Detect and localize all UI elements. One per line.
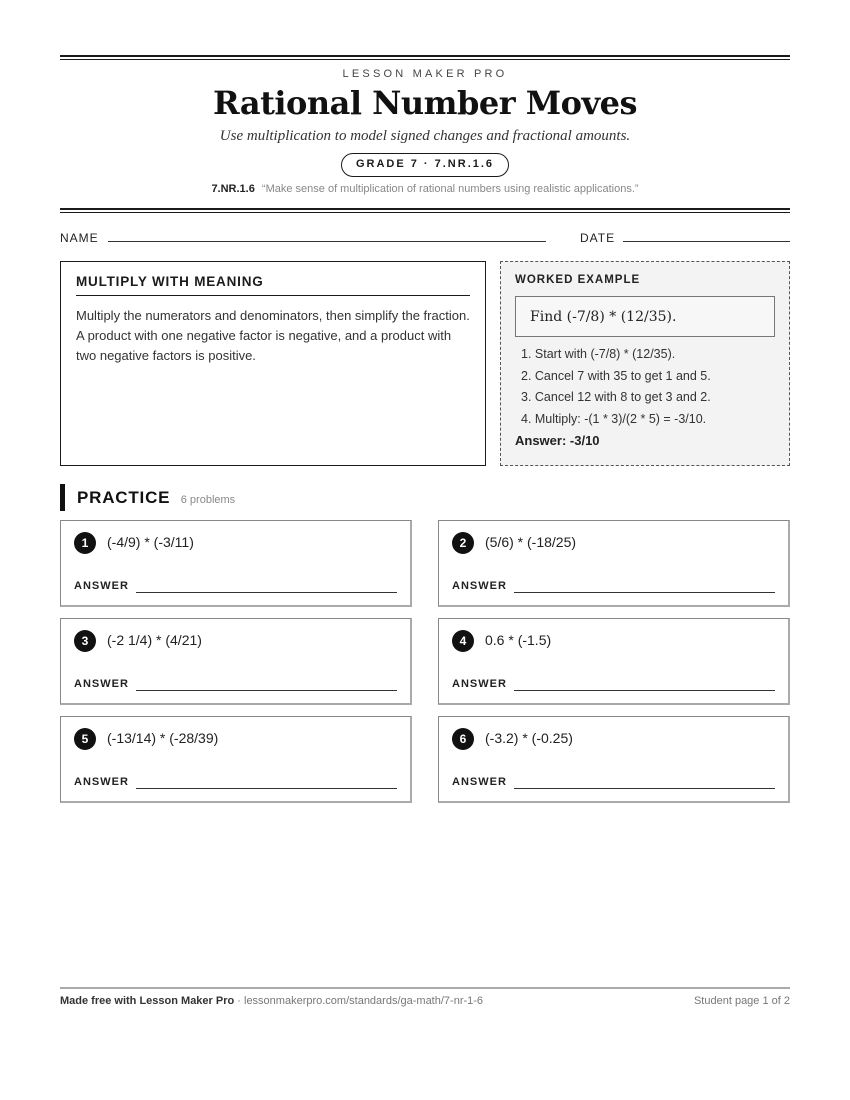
name-label: NAME xyxy=(60,231,99,245)
top-double-rule xyxy=(60,55,790,60)
worked-example-step: 2. Cancel 7 with 35 to get 1 and 5. xyxy=(521,368,711,383)
practice-title: PRACTICE xyxy=(77,488,171,507)
grade-badge: GRADE 7 · 7.NR.1.6 xyxy=(341,153,509,177)
problem-card-1 xyxy=(60,520,412,607)
problem-card-3 xyxy=(60,618,412,705)
standard-line xyxy=(0,183,850,195)
standard-code: 7.NR.1.6 xyxy=(211,183,255,195)
answer-label: ANSWER xyxy=(452,580,507,592)
worked-example-panel xyxy=(500,261,790,466)
worked-example-step: 1. Start with (-7/8) * (12/35). xyxy=(521,347,676,361)
footer-maker: Made free with Lesson Maker Pro xyxy=(60,995,235,1007)
problem-text: (-4/9) * (-3/11) xyxy=(107,534,194,550)
grade-wrap xyxy=(0,153,850,177)
problem-text: (-13/14) * (-28/39) xyxy=(107,730,219,746)
worked-example-problem: Find (-7/8) * (12/35). xyxy=(515,296,775,337)
answer-label: ANSWER xyxy=(452,678,507,690)
problem-number-badge: 1 xyxy=(74,532,96,554)
answer-label: ANSWER xyxy=(452,776,507,788)
problem-text: (-2 1/4) * (4/21) xyxy=(107,632,202,648)
date-field[interactable] xyxy=(623,241,790,242)
worked-example-title: WORKED EXAMPLE xyxy=(515,274,641,286)
meaning-panel xyxy=(60,261,486,466)
worked-example-step: 3. Cancel 12 with 8 to get 3 and 2. xyxy=(521,390,711,404)
problem-text: (-3.2) * (-0.25) xyxy=(485,730,573,746)
page-subtitle: Use multiplication to model signed changes and fractional amounts. xyxy=(219,128,631,144)
name-field[interactable] xyxy=(108,241,546,242)
worked-example-step: 4. Multiply: -(1 * 3)/(2 * 5) = -3/10. xyxy=(521,411,707,426)
answer-label: ANSWER xyxy=(74,678,129,690)
answer-field[interactable] xyxy=(514,690,775,691)
problem-number-badge: 6 xyxy=(452,728,474,750)
meaning-title: MULTIPLY WITH MEANING xyxy=(76,274,470,296)
answer-field[interactable] xyxy=(514,788,775,789)
worked-example-answer: Answer: -3/10 xyxy=(515,433,600,448)
header-bottom-double-rule xyxy=(60,208,790,213)
problem-card-2 xyxy=(438,520,790,607)
problem-card-5 xyxy=(60,716,412,803)
problem-number-badge: 5 xyxy=(74,728,96,750)
meaning-body: Multiply the numerators and denominators, then simplify the fraction. A product with one negative factor is negative, and a product with two negative factors is positive. xyxy=(76,308,470,363)
practice-count: 6 problems xyxy=(180,494,236,506)
standard-text: “Make sense of multiplication of rational numbers using realistic applications.” xyxy=(261,183,639,195)
answer-label: ANSWER xyxy=(74,580,129,592)
footer-rule xyxy=(60,987,790,989)
footer-page-number: Student page 1 of 2 xyxy=(693,995,790,1007)
footer-url[interactable]: · lessonmakerpro.com/standards/ga-math/7-nr-1-6 xyxy=(234,995,484,1007)
practice-heading xyxy=(60,484,235,511)
answer-field[interactable] xyxy=(514,592,775,593)
problem-card-6 xyxy=(438,716,790,803)
problem-number-badge: 2 xyxy=(452,532,474,554)
problem-card-4 xyxy=(438,618,790,705)
problem-number-badge: 3 xyxy=(74,630,96,652)
page-title: Rational Number Moves xyxy=(213,84,637,122)
worked-example-steps xyxy=(515,344,775,430)
answer-field[interactable] xyxy=(136,788,397,789)
footer-credit xyxy=(60,995,483,1007)
brand-name: LESSON MAKER PRO xyxy=(342,68,508,80)
answer-field[interactable] xyxy=(136,592,397,593)
answer-label: ANSWER xyxy=(74,776,129,788)
date-label: DATE xyxy=(580,231,616,245)
problem-number-badge: 4 xyxy=(452,630,474,652)
problem-text: (5/6) * (-18/25) xyxy=(485,534,577,550)
answer-field[interactable] xyxy=(136,690,397,691)
problem-text: 0.6 * (-1.5) xyxy=(485,632,552,648)
